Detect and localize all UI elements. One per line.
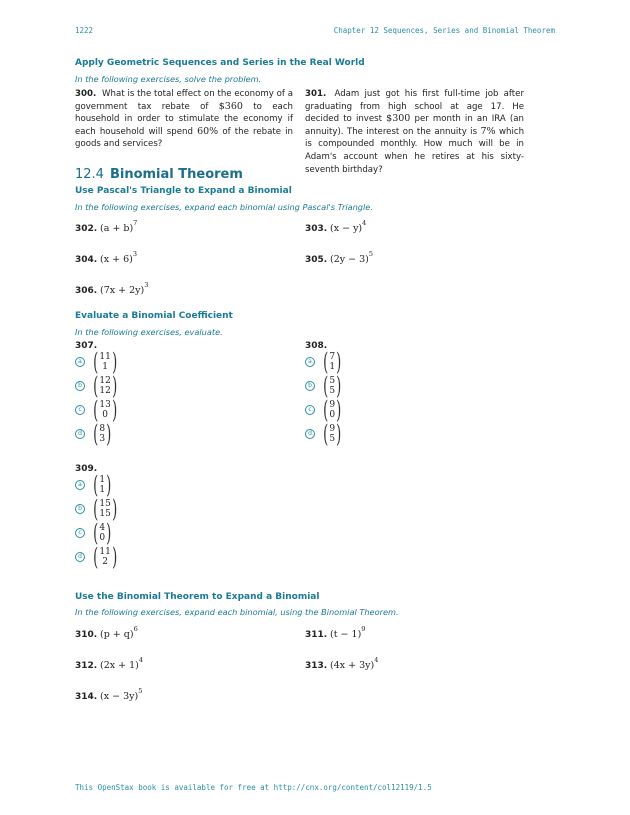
list-item: d ( 9 5 ) bbox=[305, 422, 343, 446]
exercise-307-items bbox=[75, 350, 119, 446]
exercise-302: 302. $(a + b)^7$ bbox=[75, 219, 138, 234]
exercise-304: 304. $(x + 6)^3$ bbox=[75, 250, 137, 265]
exercise-314: 314. $(x - 3y)^5$ bbox=[75, 687, 143, 702]
exercise-306: 306. $(7x + 2y)^3$ bbox=[75, 281, 149, 296]
exercise-307-number: 307. bbox=[75, 341, 98, 351]
list-item: a ( 1 1 ) bbox=[75, 473, 119, 497]
list-item: c ( 9 0 ) bbox=[305, 398, 343, 422]
theorem-instruction: In the following exercises, expand each binomial, using the Binomial Theorem. bbox=[75, 607, 399, 617]
chapter-title: Chapter 12 Sequences, Series and Binomial Theorem bbox=[333, 26, 555, 35]
pascal-instruction: In the following exercises, expand each binomial using Pascal's Triangle. bbox=[75, 202, 373, 212]
exercise-308-number: 308. bbox=[305, 341, 328, 351]
geom-section-instruction: In the following exercises, solve the problem. bbox=[75, 74, 262, 84]
section-number: 12.4 bbox=[75, 167, 104, 182]
list-item: c ( 4 0 ) bbox=[75, 521, 119, 545]
exercise-311: 311. $(t - 1)^9$ bbox=[305, 625, 366, 640]
exercise-308-items bbox=[305, 350, 343, 446]
geom-section-heading: Apply Geometric Sequences and Series in the Real World bbox=[75, 58, 365, 68]
list-item: a ( 11 1 ) bbox=[75, 350, 119, 374]
exercise-303: 303. $(x - y)^4$ bbox=[305, 219, 367, 234]
page-number: 1222 bbox=[75, 26, 94, 35]
footer-text: This OpenStax book is available for free at http://cnx.org/content/col12119/1.5 bbox=[75, 783, 432, 792]
exercise-309-items bbox=[75, 473, 119, 569]
exercise-312: 312. $(2x + 1)^4$ bbox=[75, 656, 143, 671]
list-item: b ( 15 15 ) bbox=[75, 497, 119, 521]
list-item: c ( 13 0 ) bbox=[75, 398, 119, 422]
exercise-number: 301. bbox=[305, 89, 327, 99]
exercise-310: 310. $(p + q)^6$ bbox=[75, 625, 138, 640]
coeff-heading: Evaluate a Binomial Coefficient bbox=[75, 311, 233, 321]
exercise-number: 300. bbox=[75, 89, 97, 99]
theorem-heading: Use the Binomial Theorem to Expand a Binomial bbox=[75, 592, 320, 602]
list-item: b ( 12 12 ) bbox=[75, 374, 119, 398]
list-item: d ( 11 2 ) bbox=[75, 545, 119, 569]
exercise-300: 300. What is the total effect on the economy of a government tax rebate of $360 to each household in order to stimulate the economy if each household will spend 60% of the rebate in goods and services? bbox=[75, 89, 293, 150]
list-item: d ( 8 3 ) bbox=[75, 422, 119, 446]
pascal-heading: Use Pascal's Triangle to Expand a Binomial bbox=[75, 186, 292, 196]
exercise-305: 305. $(2y - 3)^5$ bbox=[305, 250, 374, 265]
section-title: 12.4 Binomial Theorem bbox=[75, 167, 243, 182]
list-item: a ( 7 1 ) bbox=[305, 350, 343, 374]
exercise-301: 301. Adam just got his first full-time job after graduating from high school at age 17. He decided to invest $300 per month in an IRA (an annuity). The interest on the annuity is 7% which is compounded monthly. How much will be in Adam's account when he retires at his sixty-seventh birthday? bbox=[305, 89, 525, 175]
exercise-309-number: 309. bbox=[75, 464, 98, 474]
coeff-instruction: In the following exercises, evaluate. bbox=[75, 327, 223, 337]
list-item: b ( 5 5 ) bbox=[305, 374, 343, 398]
exercise-313: 313. $(4x + 3y)^4$ bbox=[305, 656, 379, 671]
